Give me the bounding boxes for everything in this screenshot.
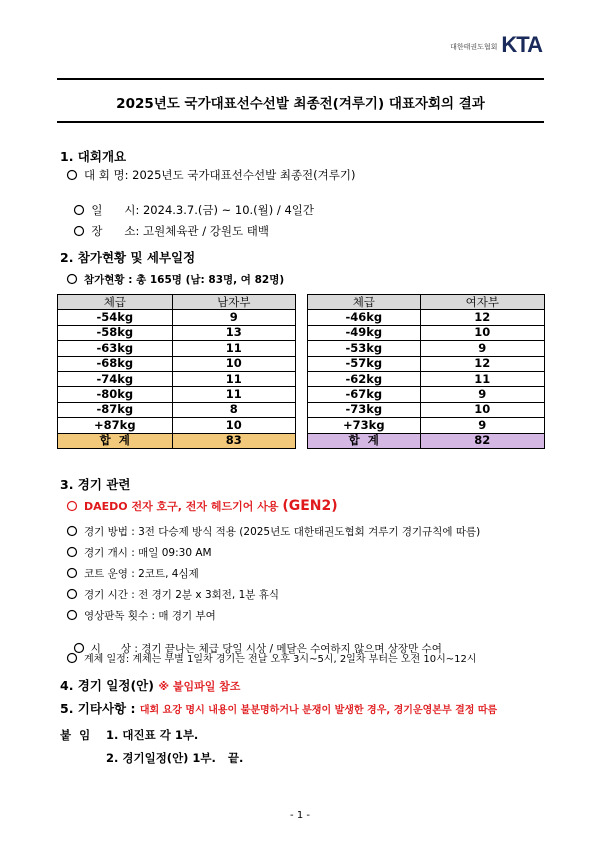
table-row: -73kg 10 (308, 402, 545, 417)
table-row: -49kg 10 (308, 325, 545, 340)
table-header-cell: 체급 (58, 295, 173, 310)
title-bottom-rule (57, 121, 544, 123)
logo-text: KTA (501, 32, 542, 57)
circle-bullet-icon (66, 546, 78, 558)
attachment-reference: ※ 붙임파일 참조 (158, 680, 241, 693)
equipment-notice: DAEDO 전자 호구, 전자 헤드기어 사용 (GEN2) (66, 498, 338, 514)
table-row: -74kg 11 (58, 371, 296, 386)
table-row: -58kg 13 (58, 325, 296, 340)
org-name: 대한태권도협회 (450, 43, 498, 51)
gen2-tag: (GEN2) (282, 498, 338, 514)
circle-bullet-icon (66, 567, 78, 579)
page-number: - 1 - (290, 810, 310, 821)
table-row: -54kg 9 (58, 310, 296, 325)
circle-bullet-icon (66, 588, 78, 600)
rule-item: 계체 일정: 계체는 부별 1일차 경기는 전날 오후 3시~5시, 2일차 부터는 오전 10시~12시 (66, 650, 477, 665)
table-row: -87kg 8 (58, 402, 296, 417)
event-name: 대 회 명: 2025년도 국가대표선수선발 최종전(겨루기) (84, 168, 356, 182)
section3-heading: 3. 경기 관련 (60, 477, 131, 492)
table-row: +87kg 10 (58, 418, 296, 433)
rule-item: 경기 시간 : 전 경기 2분 x 3회전, 1분 휴식 (66, 587, 279, 602)
table-total-row: 합 계 82 (308, 433, 545, 448)
attachment-item: 2. 경기일정(안) 1부. 끝. (106, 751, 244, 765)
rule-item: 경기 방법 : 3전 다승제 방식 적용 (2025년도 대한태권도협회 겨루기 경기규칙에 따름) (66, 524, 480, 539)
section4-heading: 4. 경기 일정(안) ※ 붙임파일 참조 (60, 678, 241, 693)
table-row: -62kg 11 (308, 371, 545, 386)
circle-bullet-icon (66, 273, 78, 285)
table-row: -46kg 12 (308, 310, 545, 325)
dispute-notice: 대회 요강 명시 내용이 불분명하거나 분쟁이 발생한 경우, 경기운영본부 결정 따름 (139, 705, 498, 716)
table-row: -80kg 11 (58, 387, 296, 402)
circle-bullet-icon (66, 169, 78, 181)
table-header-cell: 체급 (308, 295, 421, 310)
table-header-row (58, 295, 296, 310)
rule-item: 시 상 : 경기 끝나는 체급 당일 시상 / 메달은 수여하지 않으며 상장만 수여 (66, 629, 442, 656)
rule-item: 코트 운영 : 2코트, 4심제 (66, 566, 199, 581)
overview-item (66, 209, 269, 239)
rule-item: 경기 개시 : 매일 09:30 AM (66, 545, 212, 560)
circle-bullet-icon (66, 500, 78, 512)
table-row: -57kg 12 (308, 356, 545, 371)
table-header-cell: 여자부 (420, 295, 544, 310)
kta-logo (450, 32, 542, 58)
event-venue: 장 소: 고원체육관 / 강원도 태백 (91, 224, 269, 238)
section1-heading: 1. 대회개요 (60, 149, 127, 164)
event-date: 일 시: 2024.3.7.(금) ~ 10.(월) / 4일간 (91, 203, 314, 217)
participation-summary: 참가현황 : 총 165명 (남: 83명, 여 82명) (66, 272, 284, 287)
attachment-item: 1. 대진표 각 1부. (106, 728, 199, 742)
table-header-cell: 남자부 (172, 295, 295, 310)
circle-bullet-icon (66, 652, 78, 664)
circle-bullet-icon (73, 225, 85, 237)
overview-item (66, 167, 355, 183)
table-header-row (308, 295, 545, 310)
circle-bullet-icon (66, 525, 78, 537)
table-row: -67kg 9 (308, 387, 545, 402)
rule-item: 영상판독 횟수 : 매 경기 부여 (66, 608, 216, 623)
women-weight-table (307, 294, 545, 449)
section2-heading: 2. 참가현황 및 세부일정 (60, 250, 196, 265)
table-row: +73kg 9 (308, 418, 545, 433)
title-top-rule (57, 78, 544, 80)
page-title: 2025년도 국가대표선수선발 최종전(겨루기) 대표자회의 결과 (116, 96, 485, 112)
attachment-label: 붙 임 (60, 728, 91, 742)
men-weight-table (57, 294, 296, 449)
section5-heading: 5. 기타사항 : 대회 요강 명시 내용이 불분명하거나 분쟁이 발생한 경우, 경기운영본부 결정 따름 (60, 701, 498, 716)
table-row: -68kg 10 (58, 356, 296, 371)
table-row: -63kg 11 (58, 341, 296, 356)
circle-bullet-icon (66, 609, 78, 621)
table-row: -53kg 9 (308, 341, 545, 356)
table-total-row: 합 계 83 (58, 433, 296, 448)
